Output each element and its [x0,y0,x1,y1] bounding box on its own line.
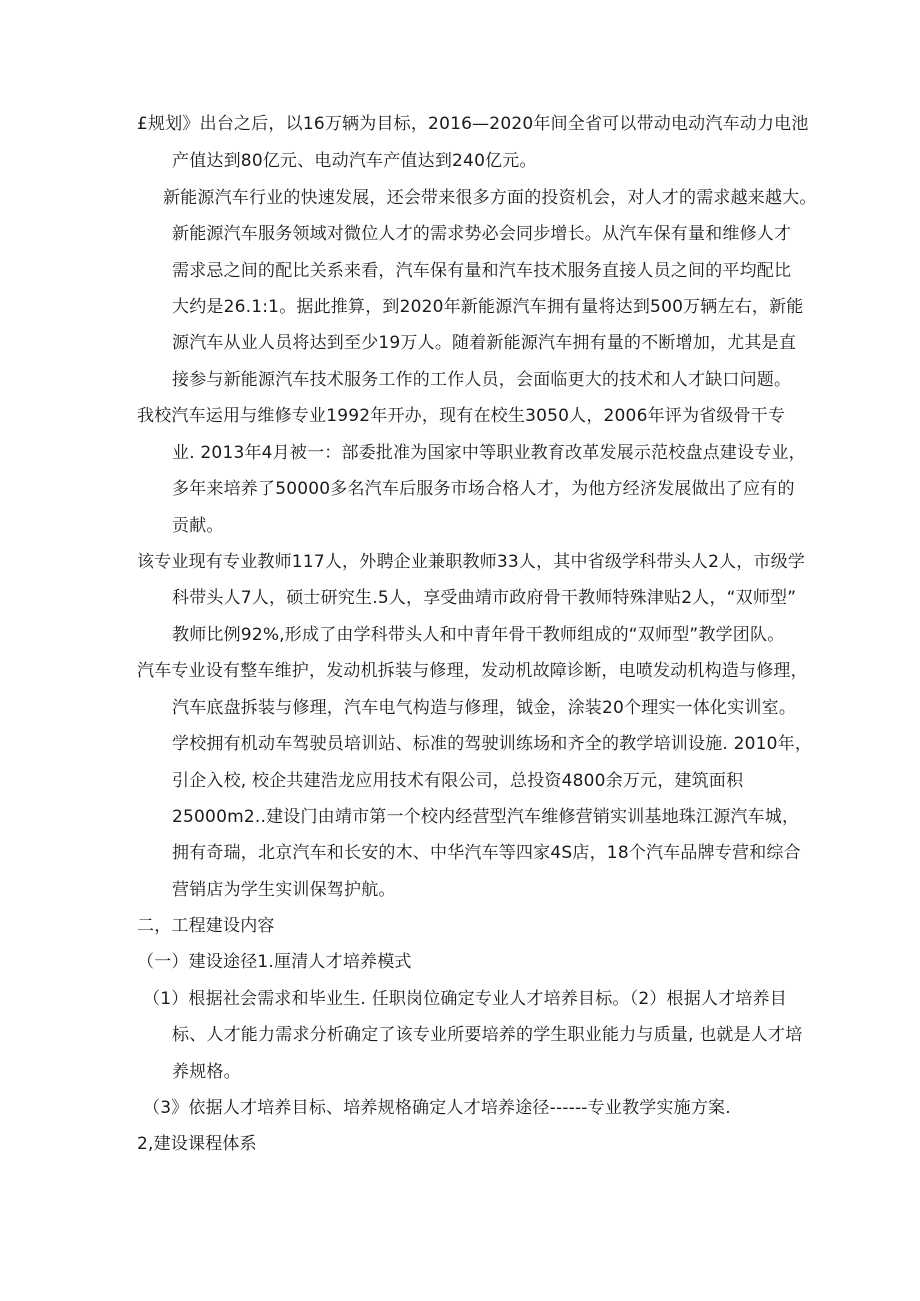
paragraph-1-line-1: £规划》出台之后，以16万辆为目标，2016—2020年间全省可以带动电动汽车动力电池 [137,114,809,134]
paragraph-5-line-2: 汽车底盘拆装与修理，汽车电气构造与修理，钺金，涂装20个理实一体化实训室。 [172,698,797,718]
paragraph-5-line-4: 引企入校, 校企共建浩龙应用技术有限公司，总投资4800余万元，建筑面积 [172,771,744,791]
paragraph-5-line-5: 25000m2..建设门由靖市第一个校内经营型汽车维修营销实训基地珠江源汽车城， [172,807,800,827]
paragraph-2-line-6: 接参与新能源汽车技术服务工作的工作人员，会面临更大的技术和人才缺口问题。 [172,370,792,390]
paragraph-5-line-6: 拥有奇瑞，北京汽车和长安的木、中华汽车等四家4S店，18个汽车品牌专营和综合 [172,843,801,863]
subsection-heading: （一）建设途径1.厘清人才培养模式 [137,952,412,972]
paragraph-8-line-1: （1）根据社会需求和毕业生. 任职岗位确定专业人才培养目标。（2）根据人才培养目 [143,989,787,1009]
paragraph-2-line-5: 源汽车从业人员将达到至少19万人。随着新能源汽车拥有量的不断增加，尤其是直 [172,333,797,353]
paragraph-2-line-4: 大约是26.1:1。据此推算，到2020年新能源汽车拥有量将达到500万辆左右，新能 [172,297,804,317]
paragraph-2-line-2: 新能源汽车服务领域对微位人才的需求势必会同步增长。从汽车保有量和维修人才 [172,224,792,244]
paragraph-3-line-4: 贡献。 [172,516,224,536]
paragraph-3-line-2: 业. 2013年4月被一：部委批准为国家中等职业教育改革发展示范校盘点建设专业， [172,443,806,463]
paragraph-8-line-3: 养规格。 [172,1062,241,1082]
paragraph-2-line-1: 新能源汽车行业的快速发展，还会带来很多方面的投资机会，对人才的需求越来越大。 [163,188,817,208]
paragraph-4-line-1: 该专业现有专业教师117人，外聘企业兼职教师33人，其中省级学科带头人2人，市级学 [137,552,806,572]
paragraph-4-line-2: 科带头人7人，硕士研究生.5人，享受曲靖市政府骨干教师特殊津贴2人，“双师型” [172,588,797,608]
paragraph-2-line-3: 需求忌之间的配比关系来看，汽车保有量和汽车技术服务直接人员之间的平均配比 [172,261,792,281]
paragraph-3-line-3: 多年来培养了50000多名汽车后服务市场合格人才，为他方经济发展做出了应有的 [172,479,795,499]
paragraph-4-line-3: 教师比例92%,形成了由学科带头人和中青年骨干教师组成的“双师型”教学团队。 [172,625,785,645]
section-heading: 二，工程建设内容 [137,916,275,936]
paragraph-5-line-7: 营销店为学生实训保驾护航。 [172,880,396,900]
paragraph-5-line-1: 汽车专业设有整车维护，发动机拆装与修理，发动机故障诊断，电喷发动机构造与修理， [137,661,808,681]
paragraph-9-line-1: （3》依据人才培养目标、培养规格确定人才培养途径------专业教学实施方案. [143,1098,731,1118]
paragraph-8-line-2: 标、人才能力需求分析确定了该专业所要培养的学生职业能力与质量, 也就是人才培 [172,1025,803,1045]
paragraph-1-line-2: 产值达到80亿元、电动汽车产值达到240亿元。 [172,151,537,171]
paragraph-5-line-3: 学校拥有机动车驾驶员培训站、标准的驾驶训练场和齐全的教学培训设施. 2010年， [172,734,813,754]
course-system-heading: 2,建设课程体系 [137,1134,257,1154]
paragraph-3-line-1: 我校汽车运用与维修专业1992年开办，现有在校生3050人，2006年评为省级骨干专 [137,406,786,426]
